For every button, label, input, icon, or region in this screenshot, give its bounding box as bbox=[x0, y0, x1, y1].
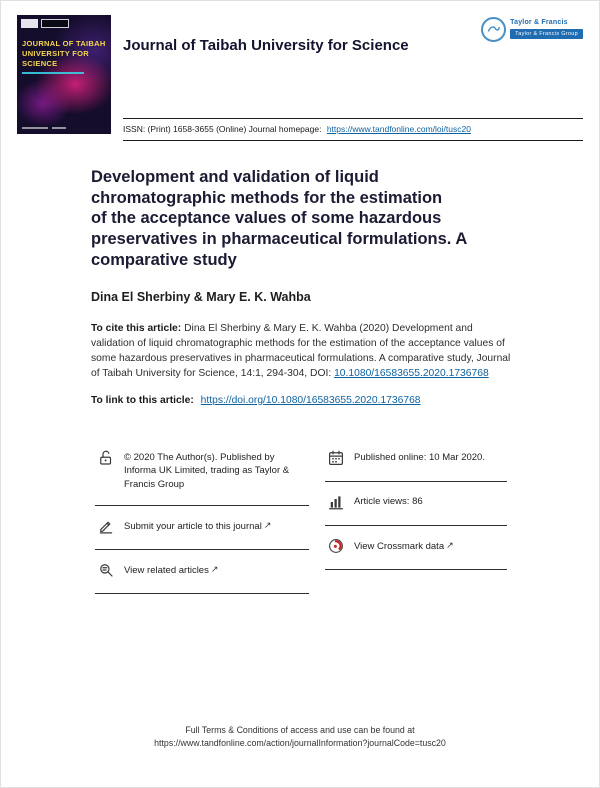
footer-terms-text: Full Terms & Conditions of access and use can be found at bbox=[185, 724, 415, 735]
cover-footnote-bar bbox=[52, 127, 66, 129]
header bbox=[1, 1, 599, 141]
info-grid bbox=[95, 438, 529, 594]
footer-terms bbox=[1, 724, 599, 751]
cover-chip-icon bbox=[21, 19, 38, 28]
submit-article-link[interactable]: Submit your article to this journal ↗ bbox=[124, 520, 272, 533]
tf-chip-icon bbox=[41, 19, 69, 28]
article-link-row bbox=[91, 395, 529, 406]
article-title-line: Development and validation of liquid bbox=[91, 168, 379, 186]
submit-article-item bbox=[95, 506, 309, 550]
external-link-icon: ↗ bbox=[446, 539, 454, 550]
article-title-line: preservatives in pharmaceutical formulations. A bbox=[91, 229, 468, 248]
open-access-text: © 2020 The Author(s). Published by Informa UK Limited, trading as Taylor & Francis Group bbox=[124, 451, 290, 490]
related-articles-item bbox=[95, 550, 309, 594]
info-grid-right-column bbox=[325, 438, 507, 594]
cover-title bbox=[22, 39, 106, 68]
header-title-row bbox=[123, 15, 583, 54]
cite-text: Dina El Sherbiny & Mary E. K. Wahba (2020) Development and validation of liquid chromatographic methods for the estimation of the acceptance values of some hazardous preservatives in pharmaceutical formulations. A comparative study, Journal of Taibah University for Science, 14:1, 294-304, DOI: bbox=[91, 323, 511, 379]
cover-subtitle-bar bbox=[22, 72, 84, 74]
article-title-line: comparative study bbox=[91, 250, 237, 269]
article-views-text: Article views: 86 bbox=[354, 495, 423, 507]
cover-title-line2: UNIVERSITY FOR SCIENCE bbox=[22, 48, 89, 68]
crossmark-item bbox=[325, 526, 507, 570]
issn-row bbox=[123, 118, 583, 141]
open-access-note bbox=[95, 438, 309, 506]
journal-cover bbox=[17, 15, 111, 134]
main-content bbox=[1, 141, 599, 594]
cover-publisher-chips bbox=[17, 15, 111, 28]
published-online-item bbox=[325, 438, 507, 482]
link-label: To link to this article: bbox=[91, 394, 194, 406]
article-title-line: of the acceptance values of some hazardous bbox=[91, 209, 442, 228]
external-link-icon: ↗ bbox=[210, 564, 219, 575]
article-views-item bbox=[325, 482, 507, 526]
search-icon bbox=[97, 561, 115, 579]
journal-homepage-link[interactable]: https://www.tandfonline.com/loi/tusc20 bbox=[326, 124, 471, 134]
submit-pencil-icon bbox=[97, 517, 115, 535]
open-access-icon bbox=[97, 449, 115, 467]
view-related-articles-link[interactable]: View related articles ↗ bbox=[124, 564, 219, 577]
article-authors: Dina El Sherbiny & Mary E. K. Wahba bbox=[91, 290, 311, 305]
external-link-icon: ↗ bbox=[263, 520, 272, 531]
cite-label: To cite this article: bbox=[91, 323, 182, 335]
tf-logo-name: Taylor & Francis bbox=[510, 19, 568, 26]
calendar-icon bbox=[327, 449, 345, 467]
article-title bbox=[91, 167, 529, 270]
cite-doi-link[interactable]: 10.1080/16583655.2020.1736768 bbox=[334, 367, 489, 379]
journal-title: Journal of Taibah University for Science bbox=[123, 37, 409, 54]
header-right bbox=[123, 15, 583, 141]
footer-terms-url[interactable]: https://www.tandfonline.com/action/journalInformation?journalCode=tusc20 bbox=[154, 738, 446, 749]
cover-footnote-bars bbox=[22, 127, 66, 129]
tf-logo-group: Taylor & Francis Group bbox=[510, 29, 583, 39]
crossmark-icon bbox=[327, 537, 345, 555]
tf-logo-text bbox=[510, 17, 583, 39]
article-title-line: chromatographic methods for the estimation bbox=[91, 188, 443, 207]
doi-link[interactable]: https://doi.org/10.1080/16583655.2020.1736768 bbox=[200, 394, 421, 406]
taylor-francis-logo bbox=[481, 17, 583, 42]
published-online-text: Published online: 10 Mar 2020. bbox=[354, 451, 485, 463]
tf-swirl-icon bbox=[481, 17, 506, 42]
info-grid-left-column bbox=[95, 438, 309, 594]
cover-title-line1: JOURNAL OF TAIBAH bbox=[22, 39, 106, 48]
citation-block bbox=[91, 322, 511, 382]
view-crossmark-link[interactable]: View Crossmark data ↗ bbox=[354, 539, 454, 552]
bar-chart-icon bbox=[327, 493, 345, 511]
issn-text: ISSN: (Print) 1658-3655 (Online) Journal homepage: bbox=[123, 124, 322, 134]
cover-footnote-bar bbox=[22, 127, 48, 129]
